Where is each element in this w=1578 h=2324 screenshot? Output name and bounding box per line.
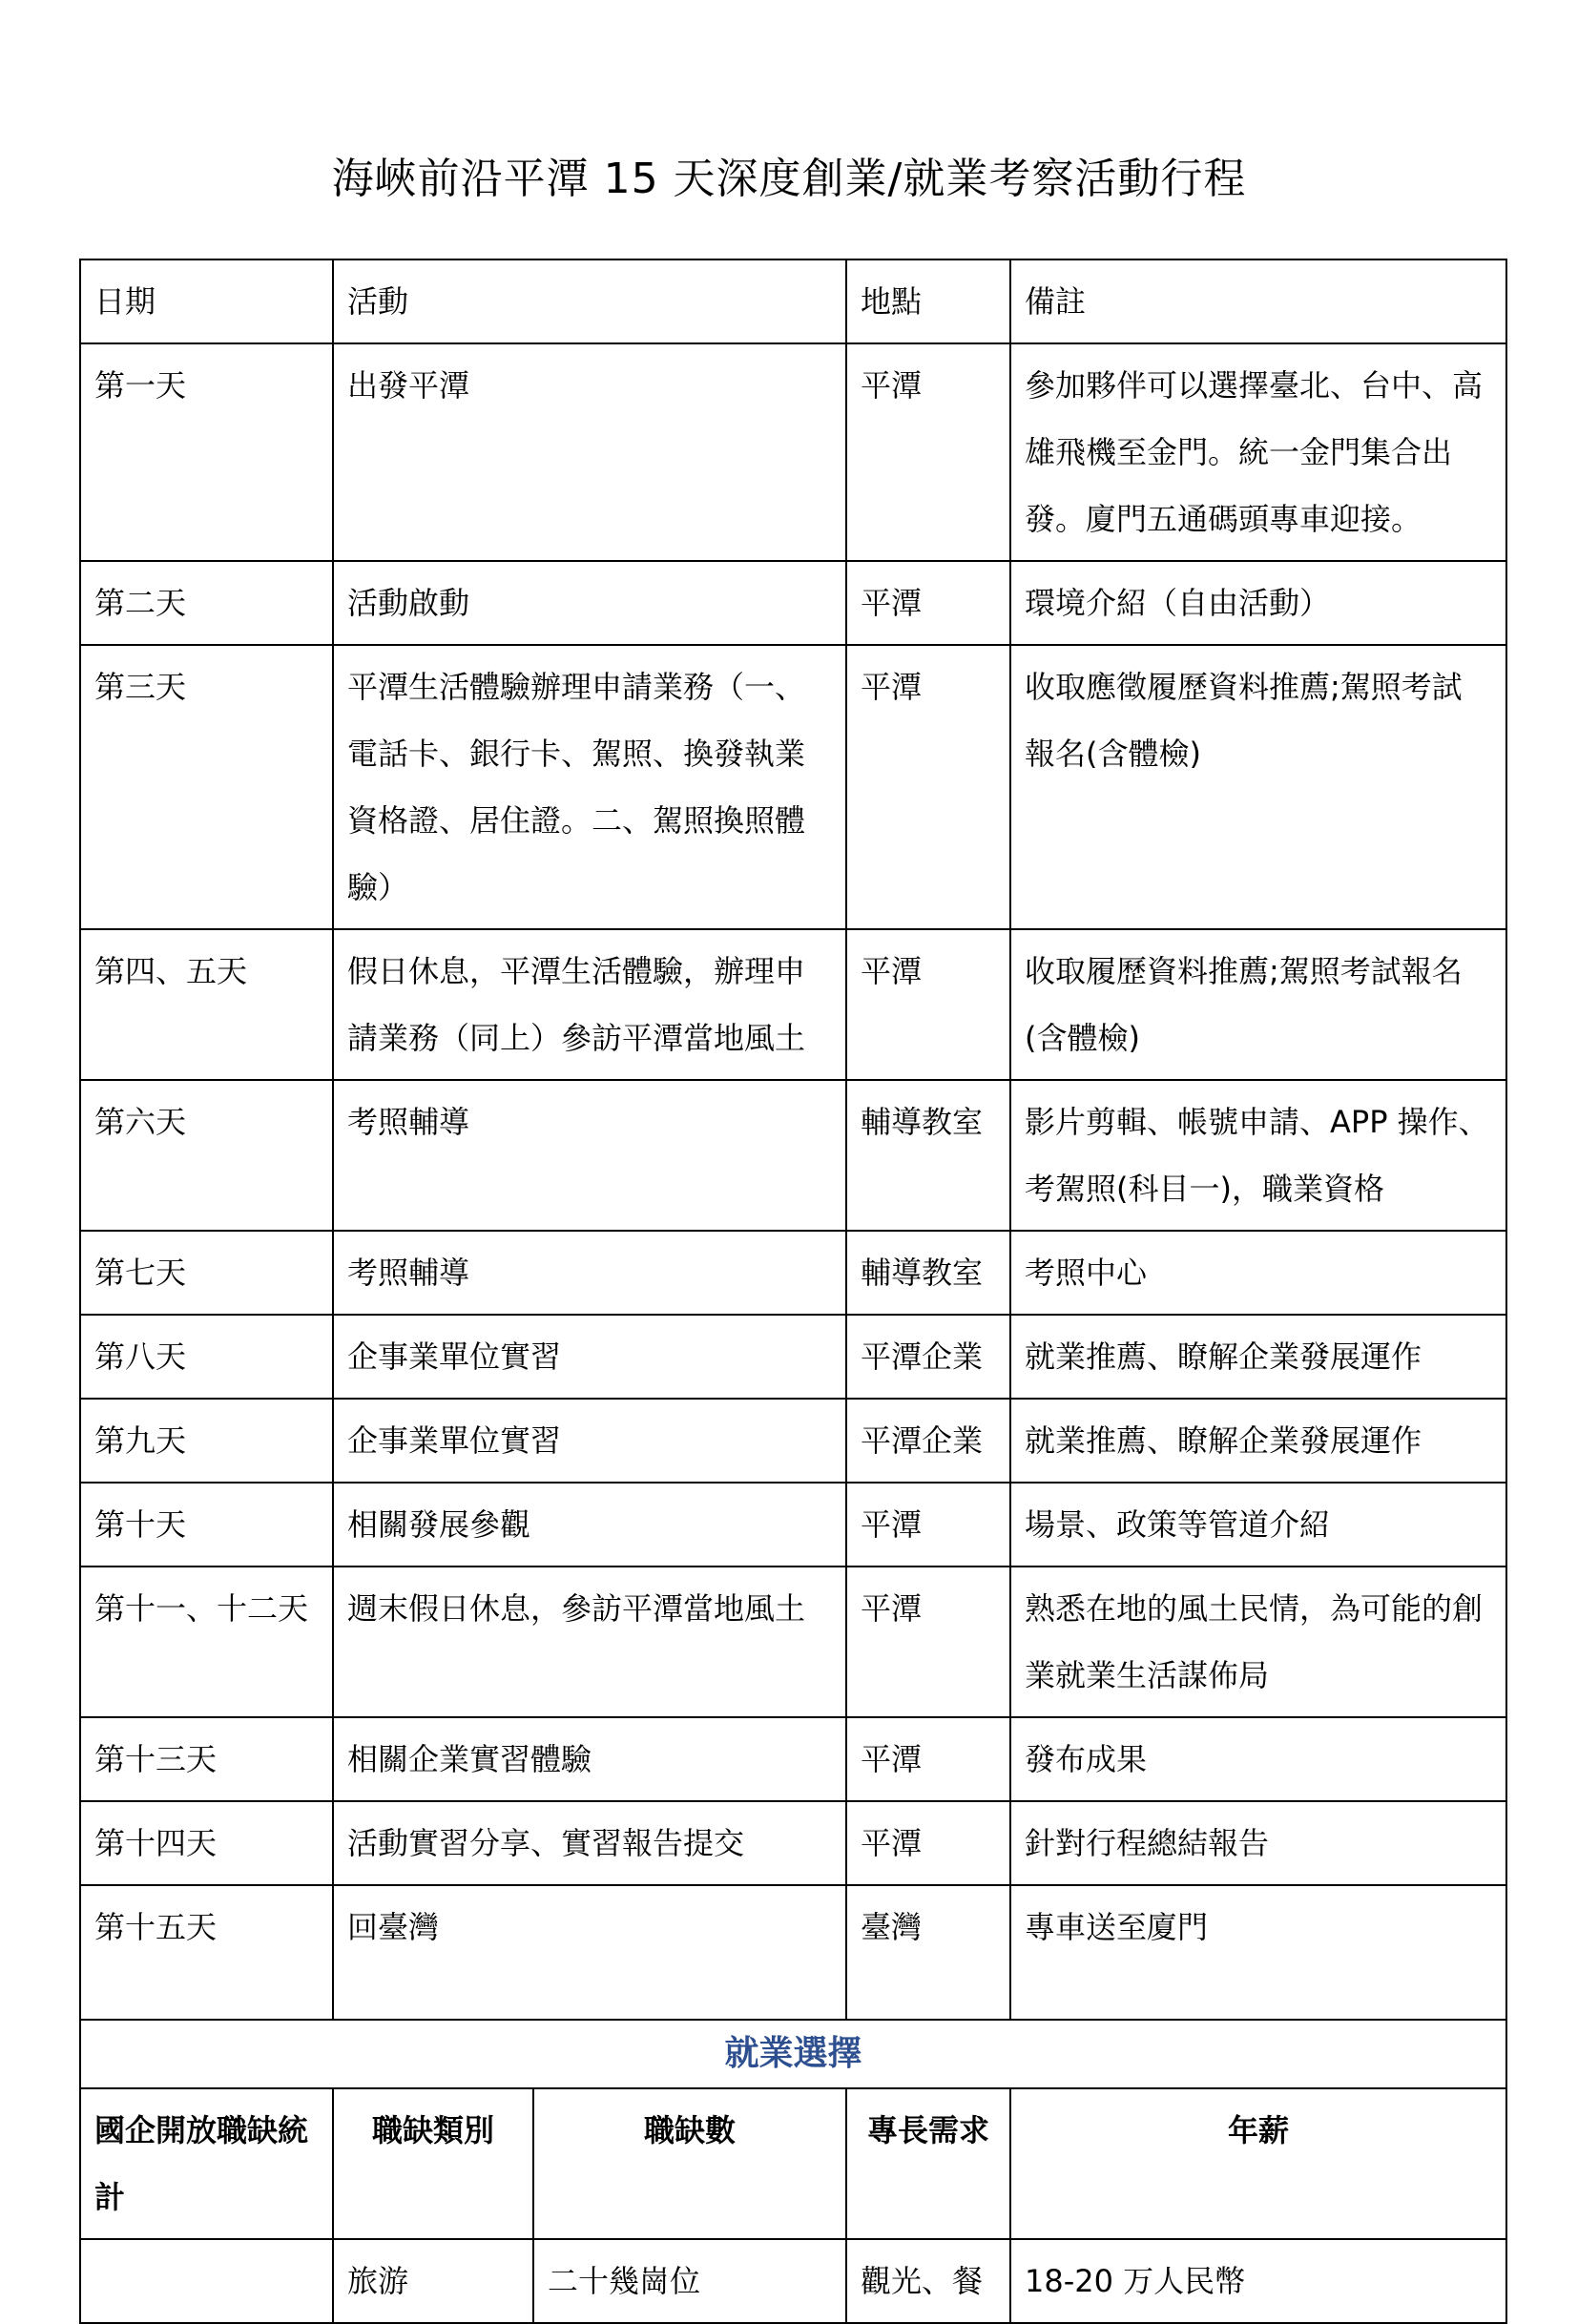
- cell-note: 環境介紹（自由活動）: [1010, 561, 1506, 645]
- page-title: 海峽前沿平潭 15 天深度創業/就業考察活動行程: [331, 155, 1247, 203]
- table-row: [80, 1717, 1506, 1801]
- job-row: [80, 2239, 1506, 2323]
- cell-note: 就業推薦、瞭解企業發展運作: [1010, 1315, 1506, 1399]
- header-date: 日期: [80, 259, 333, 343]
- cell-activity: 週末假日休息，參訪平潭當地風土: [333, 1567, 846, 1717]
- cell-location: 平潭: [846, 1717, 1010, 1801]
- cell-location: 平潭: [846, 561, 1010, 645]
- cell-location: 平潭: [846, 343, 1010, 561]
- cell-date: 第一天: [80, 343, 333, 561]
- table-row: [80, 1080, 1506, 1231]
- cell-note: 熟悉在地的風土民情，為可能的創業就業生活謀佈局: [1010, 1567, 1506, 1717]
- table-row: [80, 1399, 1506, 1483]
- job-header-salary: 年薪: [1010, 2088, 1506, 2239]
- table-row: [80, 1483, 1506, 1567]
- job-header-count: 職缺數: [533, 2088, 846, 2239]
- cell-location: 平潭企業: [846, 1315, 1010, 1399]
- table-row: [80, 1231, 1506, 1315]
- table-row: [80, 1567, 1506, 1717]
- cell-date: 第十三天: [80, 1717, 333, 1801]
- table-row: [80, 645, 1506, 929]
- cell-location: 輔導教室: [846, 1231, 1010, 1315]
- job-header-row: [80, 2088, 1506, 2239]
- cell-date: 第四、五天: [80, 929, 333, 1080]
- cell-date: 第十一、十二天: [80, 1567, 333, 1717]
- itinerary-table: [79, 259, 1507, 2324]
- cell-date: 第六天: [80, 1080, 333, 1231]
- cell-note: 場景、政策等管道介紹: [1010, 1483, 1506, 1567]
- cell-location: 平潭: [846, 1801, 1010, 1885]
- cell-date: 第八天: [80, 1315, 333, 1399]
- table-row: [80, 1801, 1506, 1885]
- cell-activity: 考照輔導: [333, 1080, 846, 1231]
- cell-date: 第九天: [80, 1399, 333, 1483]
- cell-note: 針對行程總結報告: [1010, 1801, 1506, 1885]
- table-row: [80, 1315, 1506, 1399]
- cell-activity: 出發平潭: [333, 343, 846, 561]
- table-row: [80, 1885, 1506, 2020]
- cell-location: 平潭: [846, 645, 1010, 929]
- cell-activity: 活動實習分享、實習報告提交: [333, 1801, 846, 1885]
- cell-activity: 回臺灣: [333, 1885, 846, 2020]
- cell-note: 考照中心: [1010, 1231, 1506, 1315]
- cell-date: 第二天: [80, 561, 333, 645]
- cell-note: 就業推薦、瞭解企業發展運作: [1010, 1399, 1506, 1483]
- cell-location: 平潭: [846, 929, 1010, 1080]
- job-section-row: [80, 2020, 1506, 2088]
- cell-location: 平潭: [846, 1483, 1010, 1567]
- header-note: 備註: [1010, 259, 1506, 343]
- job-header-stats: 國企開放職缺統計: [80, 2088, 333, 2239]
- job-cell-salary: 18-20 万人民幣: [1010, 2239, 1506, 2323]
- cell-note: 專車送至廈門: [1010, 1885, 1506, 2020]
- cell-date: 第七天: [80, 1231, 333, 1315]
- cell-activity: 相關發展參觀: [333, 1483, 846, 1567]
- cell-note: 發布成果: [1010, 1717, 1506, 1801]
- job-section-title: 就業選擇: [80, 2020, 1506, 2088]
- cell-date: 第十天: [80, 1483, 333, 1567]
- cell-location: 臺灣: [846, 1885, 1010, 2020]
- cell-activity: 假日休息，平潭生活體驗，辦理申請業務（同上）參訪平潭當地風土: [333, 929, 846, 1080]
- cell-activity: 企事業單位實習: [333, 1399, 846, 1483]
- job-header-skills: 專長需求: [846, 2088, 1010, 2239]
- job-cell-count: 二十幾崗位: [533, 2239, 846, 2323]
- cell-note: 收取履歷資料推薦;駕照考試報名(含體檢): [1010, 929, 1506, 1080]
- table-row: [80, 561, 1506, 645]
- cell-date: 第三天: [80, 645, 333, 929]
- cell-activity: 考照輔導: [333, 1231, 846, 1315]
- cell-activity: 平潭生活體驗辦理申請業務（一、電話卡、銀行卡、駕照、換發執業資格證、居住證。二、駕照換照體驗）: [333, 645, 846, 929]
- job-cell-skills: 觀光、餐: [846, 2239, 1010, 2323]
- cell-note: 參加夥伴可以選擇臺北、台中、高雄飛機至金門。統一金門集合出發。廈門五通碼頭專車迎接。: [1010, 343, 1506, 561]
- table-row: [80, 929, 1506, 1080]
- table-row: [80, 343, 1506, 561]
- cell-activity: 企事業單位實習: [333, 1315, 846, 1399]
- cell-activity: 相關企業實習體驗: [333, 1717, 846, 1801]
- table-header-row: [80, 259, 1506, 343]
- cell-location: 輔導教室: [846, 1080, 1010, 1231]
- cell-note: 收取應徵履歷資料推薦;駕照考試報名(含體檢): [1010, 645, 1506, 929]
- job-cell-stats: [80, 2239, 333, 2323]
- cell-location: 平潭企業: [846, 1399, 1010, 1483]
- cell-activity: 活動啟動: [333, 561, 846, 645]
- header-activity: 活動: [333, 259, 846, 343]
- cell-date: 第十五天: [80, 1885, 333, 2020]
- job-header-category: 職缺類別: [333, 2088, 533, 2239]
- cell-location: 平潭: [846, 1567, 1010, 1717]
- cell-note: 影片剪輯、帳號申請、APP 操作、考駕照(科目一)，職業資格: [1010, 1080, 1506, 1231]
- cell-date: 第十四天: [80, 1801, 333, 1885]
- header-location: 地點: [846, 259, 1010, 343]
- job-cell-category: 旅游: [333, 2239, 533, 2323]
